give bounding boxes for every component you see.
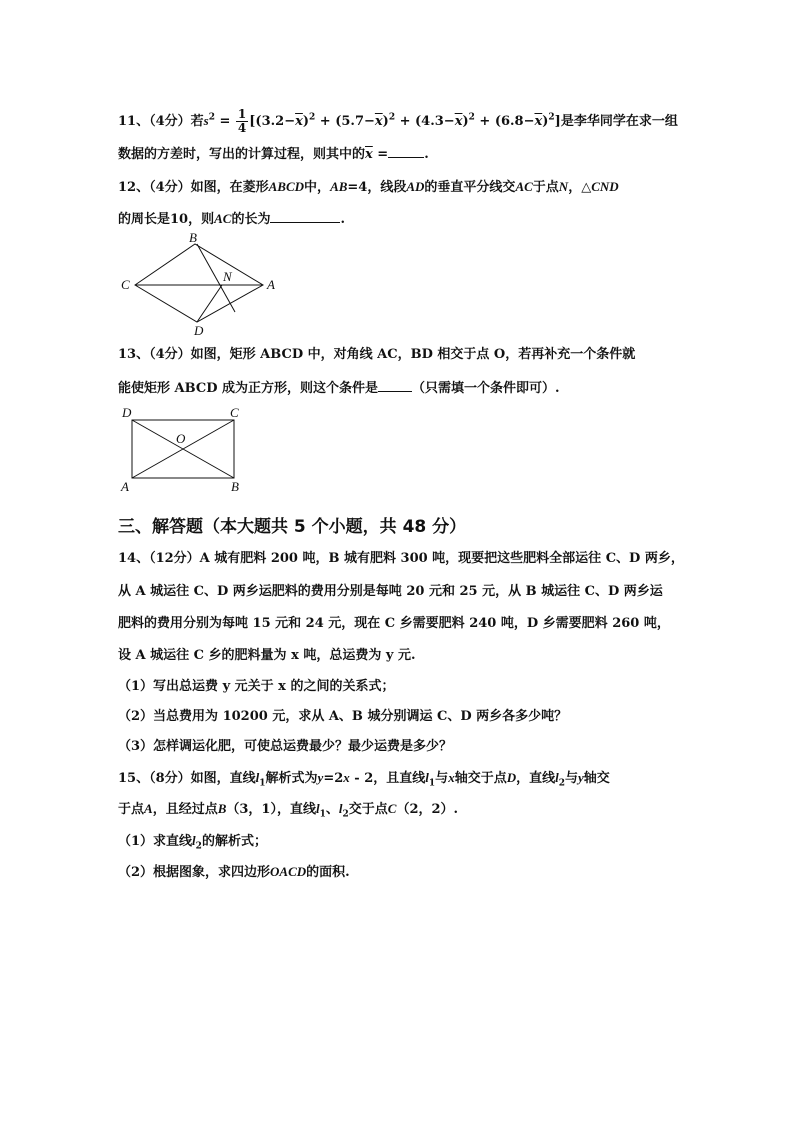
q15-sub1 xyxy=(118,832,267,856)
q11-sup-3: 2 xyxy=(468,112,475,123)
q15-text-j: ，且经过点 xyxy=(152,802,218,817)
q14-line1: 14、（12分）A 城有肥料 200 吨，B 城有肥料 300 吨，现要把这些肥料全部运往 C、D 两乡， xyxy=(118,551,684,566)
q11-answer-blank[interactable] xyxy=(388,145,424,158)
q15-text-b: 解析式为 xyxy=(265,771,318,786)
q15-l2-c: l xyxy=(192,833,196,848)
q12-ad: AD xyxy=(406,179,425,194)
q11-line1 xyxy=(118,108,678,135)
q15-sub2 xyxy=(118,863,350,882)
fig12-label-b: B xyxy=(189,232,197,245)
q12-text-e: ， xyxy=(568,180,582,195)
q12-text-g: 的长为 xyxy=(231,212,271,227)
q11-close-4: ) xyxy=(542,114,549,129)
q11-sup-1: 2 xyxy=(309,112,316,123)
q15-sub2-text-a: （2）根据图象，求四边形 xyxy=(118,865,271,880)
q11-fraction xyxy=(236,108,248,135)
fig13-label-d: D xyxy=(122,405,132,420)
q12-ab: AB xyxy=(330,179,348,194)
q12-text-b: 中， xyxy=(304,180,331,195)
q13-text-3: （只需填一个条件即可）. xyxy=(412,381,560,396)
q14-sub3: （3）怎样调运化肥，可使总运费最少？最少运费是多少？ xyxy=(118,739,453,754)
q15-sub1-b: 1 xyxy=(428,778,436,789)
q15-line1 xyxy=(118,769,610,793)
q11-t2: + (5.7− xyxy=(315,114,375,129)
q13-text-1: 13、（4分）如图，矩形 ABCD 中，对角线 AC，BD 相交于点 O，若再补充一个条件就 xyxy=(118,347,636,362)
q14-sub2: （2）当总费用为 10200 元，求从 A、B 城分别调运 C、D 两乡各多少吨？ xyxy=(118,709,568,724)
q15-sub2-a: 2 xyxy=(558,778,565,789)
q13-line2 xyxy=(118,379,560,398)
q15-text-d: 与 xyxy=(435,771,449,786)
q15-text-a: 15、（8分）如图，直线 xyxy=(118,771,256,786)
q15-sub2-text-b: 的面积. xyxy=(306,865,350,880)
q11-frac-den: 4 xyxy=(237,121,247,135)
q12-text-c: 的垂直平分线交 xyxy=(424,180,516,195)
q11-t4: + (6.8− xyxy=(474,114,535,129)
q13-line1 xyxy=(118,346,635,364)
q15-text-n: （2，2）. xyxy=(396,802,459,817)
q15-sub1-text-a: （1）求直线 xyxy=(118,834,193,849)
q15-text-c: - 2，且直线 xyxy=(349,771,426,786)
q14-line2: 从 A 城运往 C、D 两乡运肥料的费用分别是每吨 20 元和 25 元，从 B 城运往 C、D 两乡运 xyxy=(118,584,663,599)
q15-l1-a: l xyxy=(255,770,260,785)
q15-point-b: B xyxy=(217,801,227,816)
q12-cnd: CND xyxy=(591,179,619,194)
q11-sup-2: 2 xyxy=(388,112,396,123)
q11-t1: [(3.2− xyxy=(249,114,296,129)
q12-ac: AC xyxy=(515,179,533,194)
q14-line4: 设 A 城运往 C 乡的肥料量为 x 吨，总运费为 y 元. xyxy=(118,648,416,663)
q15-text-i: 于点 xyxy=(118,802,145,817)
q15-sub1-text-b: 的解析式； xyxy=(201,834,267,849)
q11-close-3: ) xyxy=(462,114,469,129)
q11-sup: 2 xyxy=(208,112,215,123)
q14-line3: 肥料的费用分别为每吨 15 元和 24 元，现在 C 乡需要肥料 240 吨，D 乡需要肥料 260 吨， xyxy=(118,616,670,631)
q15-eq: =2 xyxy=(323,771,344,786)
q11-line2-text: 数据的方差时，写出的计算过程，则其中的 xyxy=(118,147,366,162)
q11-frac-num: 1 xyxy=(237,107,247,121)
q13-answer-blank[interactable] xyxy=(378,379,412,392)
q15-text-m: 交于点 xyxy=(348,802,388,817)
q15-text-h: 轴交 xyxy=(583,771,610,786)
q12-ac2: AC xyxy=(214,211,232,226)
q12-rhombus-figure xyxy=(115,232,285,337)
q15-point-d: D xyxy=(506,770,517,785)
q15-sub1-a: 1 xyxy=(259,778,266,789)
q11-close-1: ) xyxy=(302,114,310,129)
fig12-label-c: C xyxy=(121,277,130,292)
q15-point-a: A xyxy=(144,801,153,816)
q11-eq: = xyxy=(214,114,235,129)
q11-xbar-4: $\overline{x}$ xyxy=(534,114,543,129)
q14-sub1: （1）写出总运费 y 元关于 x 的之间的关系式； xyxy=(118,679,395,694)
q11-sup-4: 2 xyxy=(548,112,555,123)
q11-xbar-1: $\overline{x}$ xyxy=(295,114,303,129)
q12-n: N xyxy=(558,179,569,194)
fig12-label-n: N xyxy=(223,269,232,284)
fig13-label-c: C xyxy=(230,405,239,420)
q15-text-f: ，直线 xyxy=(516,771,556,786)
q12-ab-val: =4，线段 xyxy=(347,180,407,195)
section-3-heading: 三、解答题（本大题共 5 个小题，共 48 分） xyxy=(118,517,467,537)
fig13-label-o: O xyxy=(176,431,186,446)
q12-answer-blank[interactable] xyxy=(270,210,340,223)
q15-sub1-c: 1 xyxy=(319,809,326,820)
q12-text-f: 的周长是10，则 xyxy=(118,212,215,227)
q15-l1-b: l xyxy=(425,770,429,785)
q12-line1 xyxy=(118,178,619,197)
q11-bracket-close: ] xyxy=(554,114,561,129)
q15-text-e: 轴交于点 xyxy=(454,771,507,786)
q15-sub2-c: 2 xyxy=(195,841,202,852)
q15-text-k: （3，1），直线 xyxy=(226,802,316,817)
q12-line2 xyxy=(118,210,345,229)
q12-triangle-sign: △ xyxy=(581,180,592,195)
fig13-label-b: B xyxy=(231,479,239,494)
q12-abcd: ABCD xyxy=(268,179,305,194)
q11-s: s xyxy=(203,113,209,128)
q11-xbar-2: $\overline{x}$ xyxy=(374,114,383,129)
q15-text-g: 与 xyxy=(565,771,579,786)
q15-line2 xyxy=(118,800,458,824)
q15-l2-b: l xyxy=(338,801,343,816)
q15-l1-c: l xyxy=(315,801,320,816)
q15-y: y xyxy=(317,770,324,785)
q12-text-a: 12、（4分）如图，在菱形 xyxy=(118,180,269,195)
q12-end: . xyxy=(340,212,345,227)
q15-l2-a: l xyxy=(555,770,559,785)
q15-yaxis: y xyxy=(578,770,584,785)
q11-prefix: 11、（4分）若 xyxy=(118,114,204,129)
q15-oacd: OACD xyxy=(270,864,307,879)
q12-text-d: 于点 xyxy=(532,180,559,195)
segment-dn xyxy=(197,285,222,322)
q11-xbar-3: $\overline{x}$ xyxy=(454,114,463,129)
q13-text-2: 能使矩形 ABCD 成为正方形，则这个条件是 xyxy=(118,381,378,396)
q11-suffix: 是李华同学在求一组 xyxy=(560,114,678,129)
fig12-label-a: A xyxy=(267,277,275,292)
rhombus-outline xyxy=(135,244,263,322)
q11-line2 xyxy=(118,145,429,164)
fig12-label-d: D xyxy=(194,323,204,337)
q15-point-c: C xyxy=(387,801,397,816)
q13-rectangle-figure xyxy=(115,403,255,495)
fig13-label-a: A xyxy=(121,479,129,494)
q11-close-2: ) xyxy=(382,114,389,129)
q11-line2-eq: = xyxy=(372,147,389,162)
q15-text-l: 、 xyxy=(325,802,339,817)
q15-x: x xyxy=(343,770,350,785)
q15-xaxis: x xyxy=(448,770,455,785)
q11-t3: + (4.3− xyxy=(395,114,455,129)
q11-line2-end: . xyxy=(424,147,429,162)
q11-xbar-5: $\overline{x}$ xyxy=(365,147,373,162)
q15-sub2-b: 2 xyxy=(342,809,349,820)
